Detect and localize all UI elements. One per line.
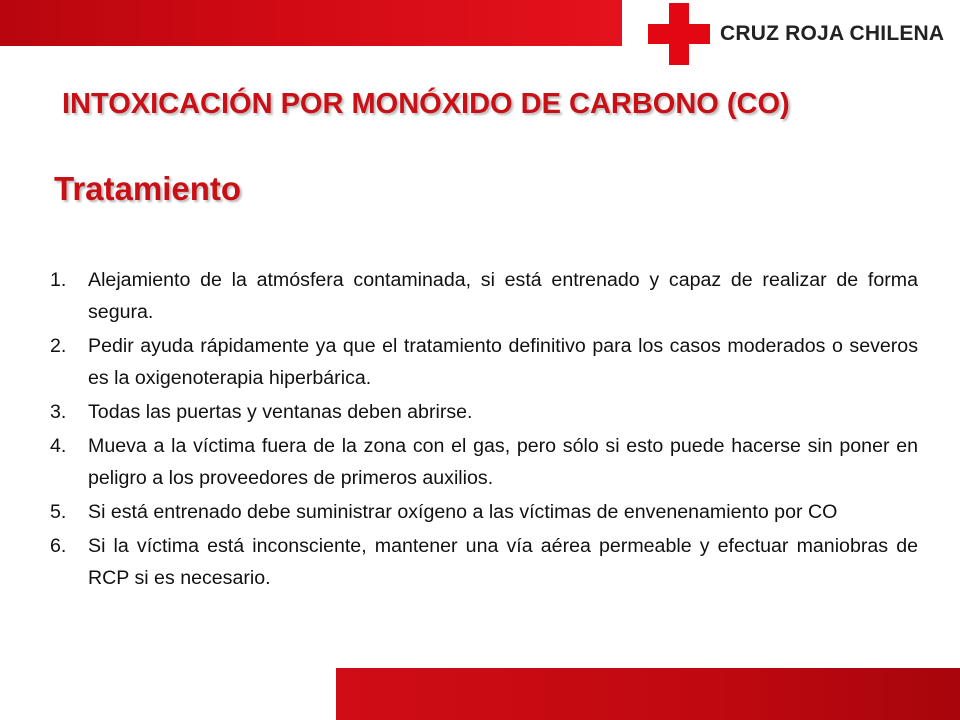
item-number: 6. [50, 535, 67, 557]
item-number: 4. [50, 435, 67, 457]
list-item [50, 330, 918, 394]
list-item [50, 530, 918, 594]
header-red-bar [0, 0, 622, 46]
list-item [50, 496, 918, 528]
item-number: 1. [50, 269, 67, 291]
item-text: Pedir ayuda rápidamente ya que el tratamiento definitivo para los casos moderados o severos es la oxigenoterapia hiperbárica. [88, 335, 918, 389]
footer-red-bar [336, 668, 960, 720]
item-number: 5. [50, 501, 67, 523]
item-text: Todas las puertas y ventanas deben abrirse. [88, 401, 473, 423]
list-item [50, 396, 918, 428]
logo-text: CRUZ ROJA CHILENA [720, 22, 945, 45]
red-cross-icon [648, 3, 710, 65]
list-item [50, 264, 918, 328]
item-number: 3. [50, 401, 67, 423]
item-text: Si la víctima está inconsciente, mantener una vía aérea permeable y efectuar maniobras de RCP si es necesario. [88, 535, 918, 589]
item-text: Si está entrenado debe suministrar oxígeno a las víctimas de envenenamiento por CO [88, 501, 838, 523]
section-title: Tratamiento [54, 170, 242, 207]
cruz-roja-logo [648, 2, 948, 66]
item-text: Alejamiento de la atmósfera contaminada, si está entrenado y capaz de realizar de forma segura. [88, 269, 918, 323]
treatment-list [50, 264, 918, 596]
slide-title: INTOXICACIÓN POR MONÓXIDO DE CARBONO (CO) [62, 88, 790, 120]
item-text: Mueva a la víctima fuera de la zona con el gas, pero sólo si esto puede hacerse sin poner en peligro a los proveedores de primeros auxilios. [88, 435, 918, 489]
list-item [50, 430, 918, 494]
item-number: 2. [50, 335, 67, 357]
